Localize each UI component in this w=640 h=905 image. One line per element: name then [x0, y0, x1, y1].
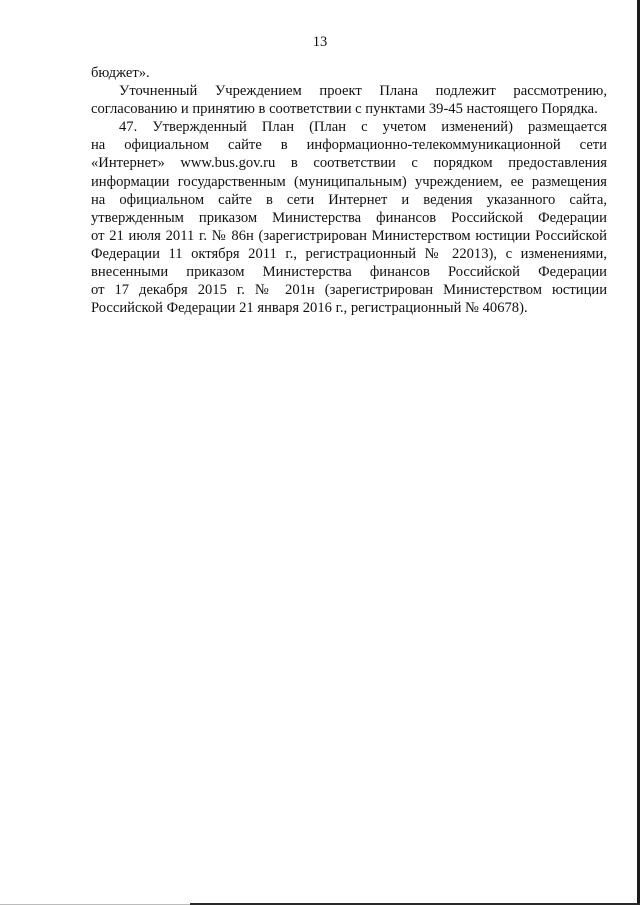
text-line: информации государственным (муниципальным) учреждением, ее размещения	[91, 173, 607, 190]
text-line: бюджет».	[91, 65, 150, 81]
text-line: от 17 декабря 2015 г. № 201н (зарегистрирован Министерством юстиции	[91, 282, 607, 299]
text-line: Российской Федерации 21 января 2016 г., регистрационный № 40678).	[91, 300, 528, 317]
text-line: утвержденным приказом Министерства финансов Российской Федерации	[91, 209, 607, 226]
text-line: согласованию и принятию в соответствии с пунктами 39-45 настоящего Порядка.	[91, 101, 598, 118]
text-line: внесенными приказом Министерства финансов Российской Федерации	[91, 264, 607, 281]
paragraph-first-line: 47. Утвержденный План (План с учетом изменений) размещается	[119, 119, 607, 136]
text-line: от 21 июля 2011 г. № 86н (зарегистрирован Министерством юстиции Российской	[91, 227, 607, 244]
paragraph-first-line: Уточненный Учреждением проект Плана подлежит рассмотрению,	[119, 83, 607, 100]
document-body	[91, 64, 607, 317]
text-line: «Интернет» www.bus.gov.ru в соответствии с порядком предоставления	[91, 155, 607, 172]
text-line: Федерации 11 октября 2011 г., регистрационный № 22013), с изменениями,	[91, 245, 607, 262]
text-line: на официальном сайте в сети Интернет и ведения указанного сайта,	[91, 191, 607, 208]
text-line: на официальном сайте в информационно-телекоммуникационной сети	[91, 137, 607, 154]
page-number: 13	[312, 34, 328, 50]
